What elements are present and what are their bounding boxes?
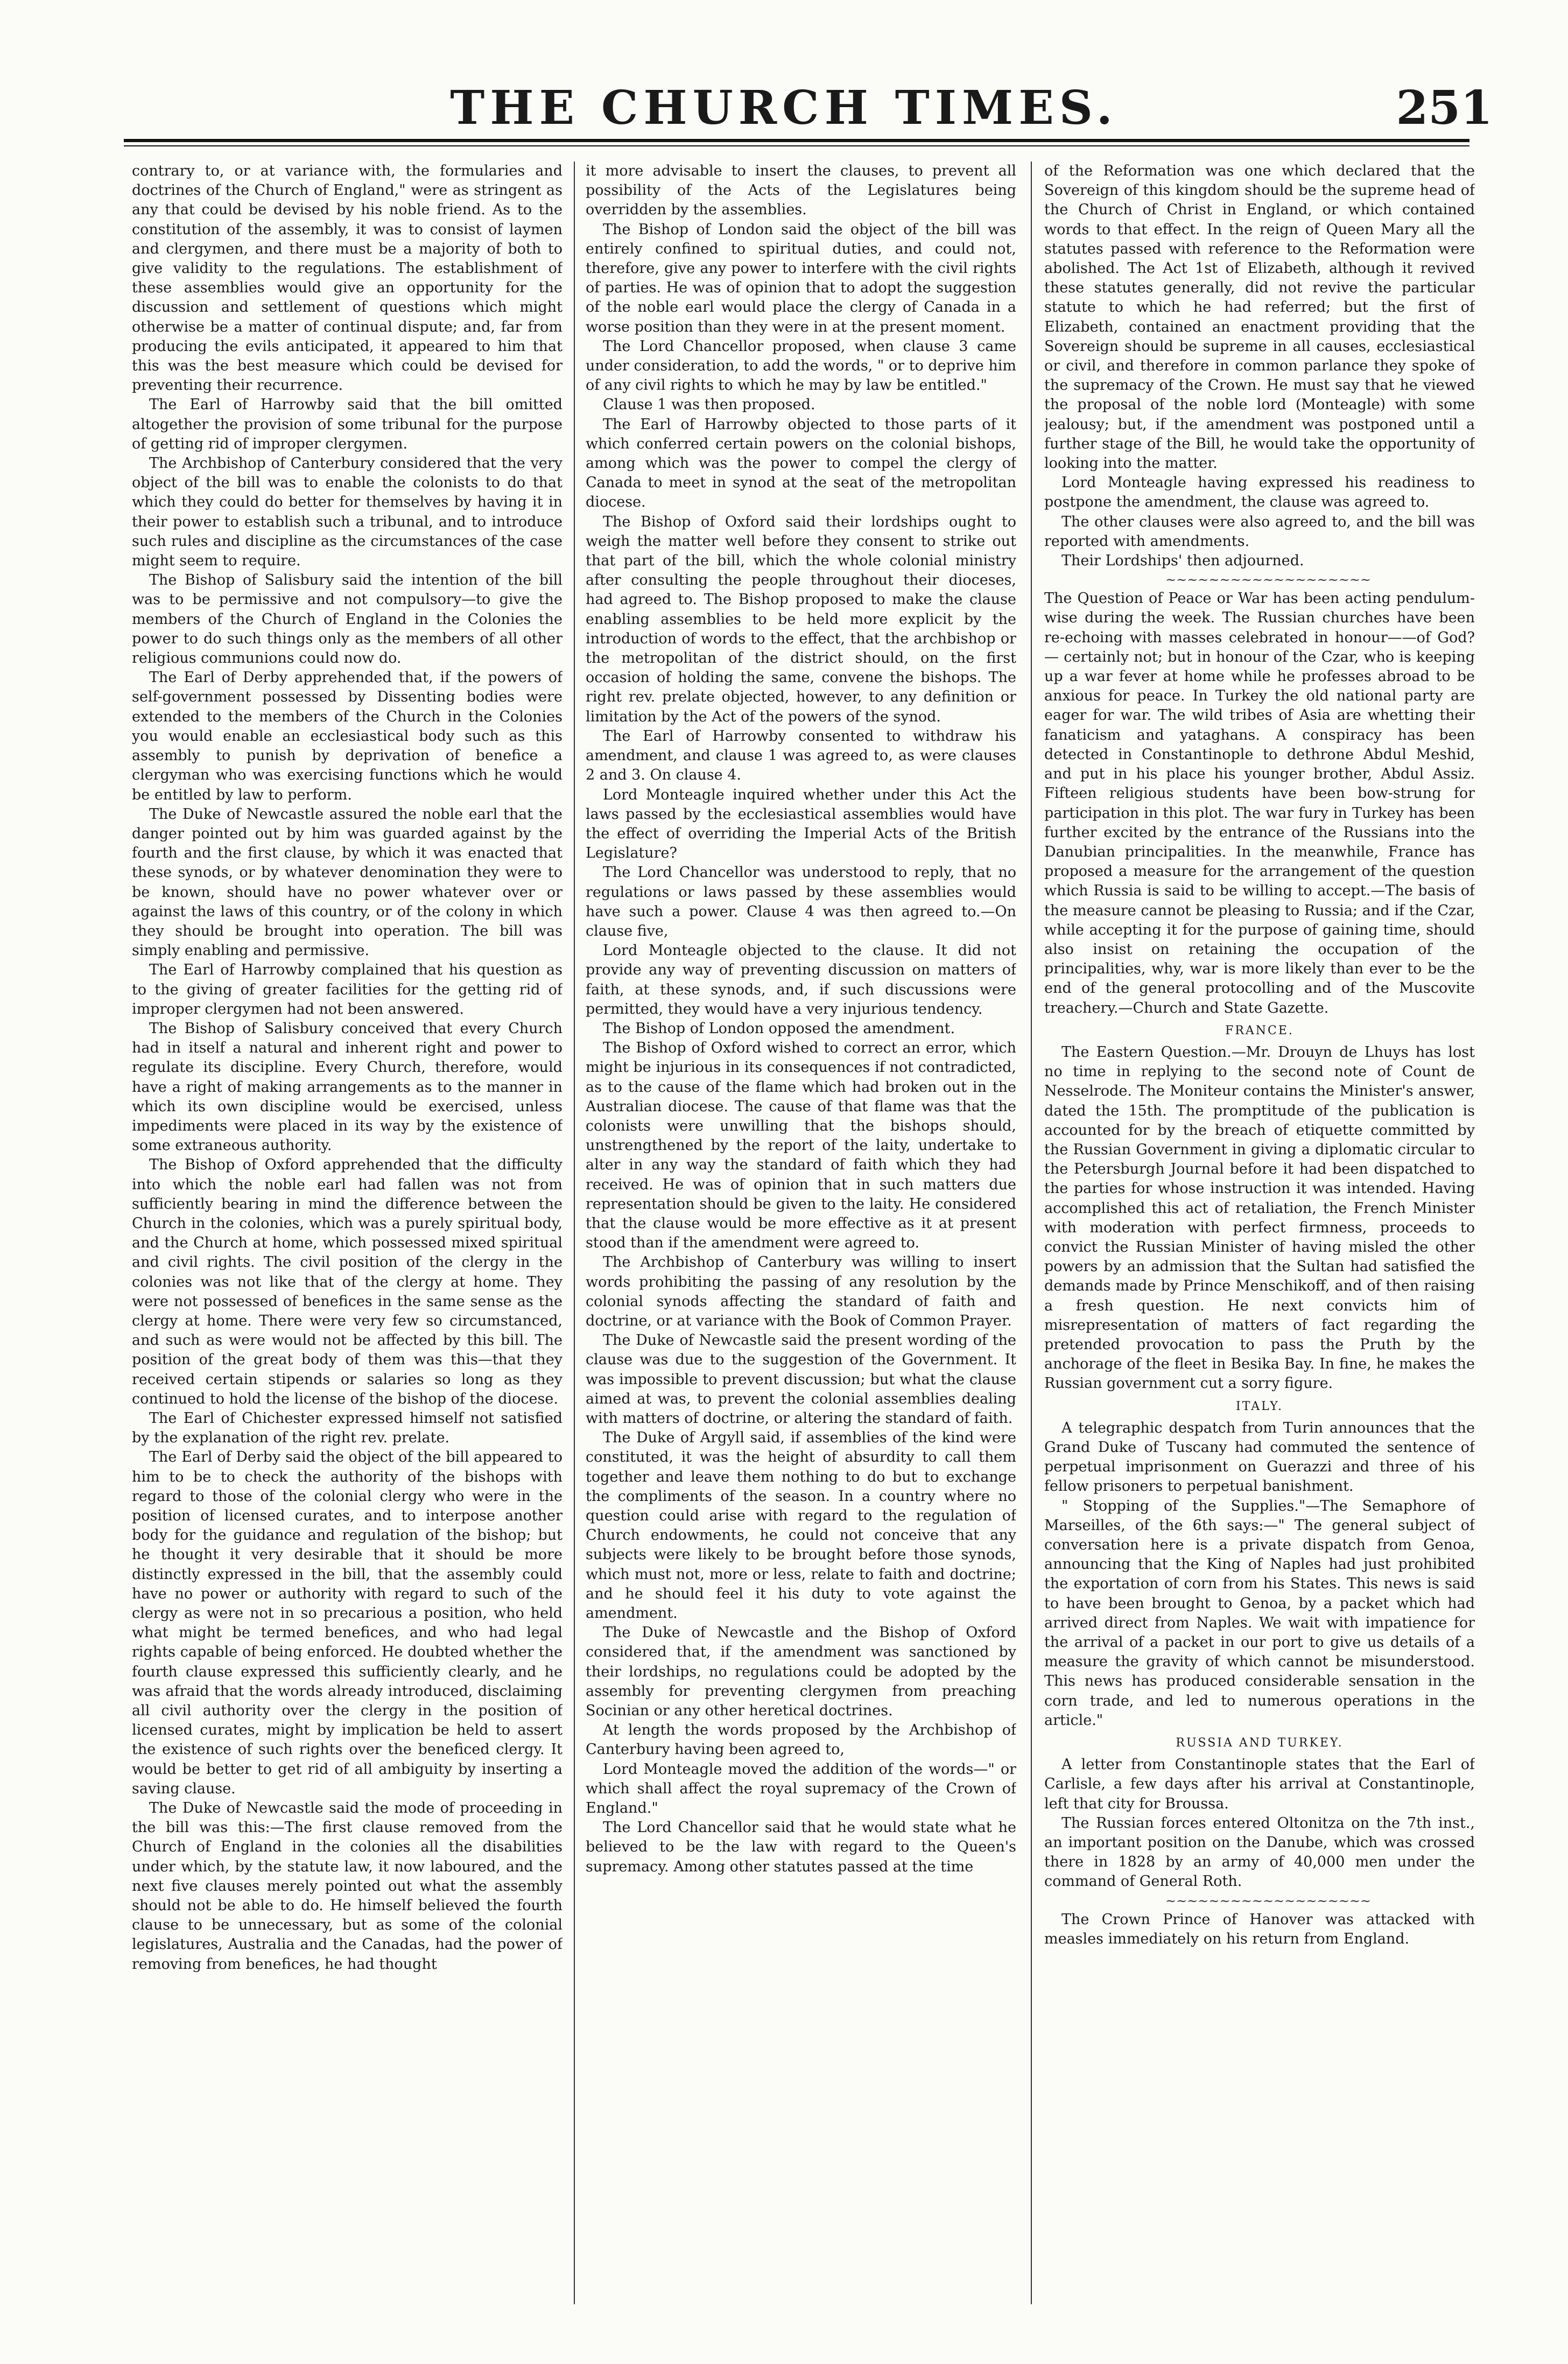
section-heading: RUSSIA AND TURKEY. bbox=[1176, 1736, 1344, 1750]
article-paragraph: The Earl of Harrowby complained that his question as to the giving of greater facilities for the getting rid of improper clergymen had not been answered. bbox=[132, 962, 562, 1018]
column-3 bbox=[1044, 162, 1475, 2310]
article-paragraph: The Earl of Derby said the object of the bill appeared to him to be to check the authority of the bishops with regard to those of the colonial clergy who were in the position of licensed curates, and to interpose another body for the guidance and regulation of the bishop; but he thought it very desirable that it should be more distinctly expressed in the bill, that the assembly could have no power or authority with regard to such of the clergy as were not in so precarious a position, who held what might be termed benefices, and who had legal rights capable of being enforced. He doubted whether the fourth clause expressed this sufficiently clearly, and he was afraid that the words already introduced, disclaiming all civil authority over the clergy in the position of licensed curates, might by implication be held to assert the existence of such rights over the beneficed clergy. It would be better to get rid of all ambiguity by inserting a saving clause. bbox=[132, 1449, 562, 1797]
article-paragraph: The Crown Prince of Hanover was attacked with measles immediately on his return from England. bbox=[1044, 1911, 1475, 1947]
article-paragraph: The Bishop of Salisbury said the intention of the bill was to be permissive and not compulsory—to give the members of the Church of England in the Colonies the power to do such things only as the members of all other religious communions could now do. bbox=[132, 572, 562, 667]
article-paragraph: The Duke of Newcastle said the mode of proceeding in the bill was this:—The first clause removed from the Church of England in the colonies all the disabilities under which, by the statute law, it now laboured, and the next five clauses merely pointed out what the assembly should not be able to do. He himself believed the fourth clause to be unnecessary, but as some of the colonial legislatures, Australia and the Canadas, had the power of removing from benefices, he had thought bbox=[132, 1800, 562, 1973]
article-paragraph: A letter from Constantinople states that the Earl of Carlisle, a few days after his arrival at Constantinople, left that city for Broussa. bbox=[1044, 1756, 1475, 1812]
article-paragraph: Lord Monteagle objected to the clause. It did not provide any way of preventing discussion on matters of faith, at these synods, and, if such discussions were permitted, they would have a very injurious tendency. bbox=[586, 942, 1016, 1018]
article-paragraph: The Bishop of London said the object of the bill was entirely confined to spiritual duties, and could not, therefore, give any power to interfere with the civil rights of parties. He was of opinion that to adopt the suggestion of the noble earl would place the clergy of Canada in a worse position than they were in at the present moment. bbox=[586, 221, 1016, 335]
header-rule-thin bbox=[124, 145, 1469, 146]
masthead bbox=[0, 81, 1568, 140]
article-paragraph: Lord Monteagle inquired whether under this Act the laws passed by the ecclesiastical assemblies would have the effect of overriding the Imperial Acts of the British Legislature? bbox=[586, 786, 1016, 862]
article-paragraph: The Bishop of Oxford said their lordships ought to weigh the matter well before they consent to strike out that part of the bill, which the whole colonial ministry after consulting the people throughout their dioceses, had agreed to. The Bishop proposed to make the clause enabling assemblies to be held more explicit by the introduction of words to the effect, that the archbishop or the metropolitan of the district should, on the first occasion of holding the same, convene the bishops. The right rev. prelate objected, however, to any definition or limitation by the Act of the powers of the synod. bbox=[586, 513, 1016, 725]
ornamental-separator: ~~~~~~~~~~~~~~~~~~~ bbox=[1165, 1893, 1372, 1909]
article-paragraph: The Russian forces entered Oltonitza on the 7th inst., an important position on the Danube, which was crossed there in 1828 by an army of 40,000 men under the command of General Roth. bbox=[1044, 1814, 1475, 1890]
article-paragraph: it more advisable to insert the clauses, to prevent all possibility of the Acts of the Legislatures being overridden by the assemblies. bbox=[586, 163, 1016, 219]
article-paragraph: The Lord Chancellor was understood to reply, that no regulations or laws passed by these assemblies would have such a power. Clause 4 was then agreed to.—On clause five, bbox=[586, 864, 1016, 939]
article-paragraph: At length the words proposed by the Archbishop of Canterbury having been agreed to, bbox=[586, 1722, 1016, 1758]
article-paragraph: The Earl of Chichester expressed himself not satisfied by the explanation of the right rev. prelate. bbox=[132, 1410, 562, 1447]
article-paragraph: The Bishop of Oxford wished to correct an error, which might be injurious in its consequences if not contradicted, as to the cause of the flame which had broken out in the Australian diocese. The cause of that flame was that the colonists were unwilling that the bishops should, unstrengthened by the report of the laity, undertake to alter in any way the standard of faith which they had received. He was of opinion that in such matters due representation should be given to the laity. He considered that the clause would be more effective as it at present stood than if the amendment were agreed to. bbox=[586, 1040, 1016, 1252]
column-1 bbox=[132, 162, 562, 2310]
section-heading: FRANCE. bbox=[1225, 1023, 1294, 1037]
article-paragraph: A telegraphic despatch from Turin announces that the Grand Duke of Tuscany had commuted the sentence of perpetual imprisonment on Guerazzi and three of his fellow prisoners to perpetual banishment. bbox=[1044, 1419, 1475, 1495]
article-paragraph: The Duke of Newcastle assured the noble earl that the danger pointed out by him was guarded against by the fourth and the first clause, by which it was enacted that these synods, or by whatever denomination they were to be known, should have no power whatever over or against the laws of this country, or of the colony in which they should be brought into operation. The bill was simply enabling and permissive. bbox=[132, 805, 562, 959]
article-paragraph: The Bishop of Salisbury conceived that every Church had in itself a natural and inherent right and power to regulate its discipline. Every Church, therefore, would have a right of making arrangements as to the manner in which its own discipline would be exercised, unless impediments were placed in its way by the existence of some extraneous authority. bbox=[132, 1020, 562, 1154]
article-paragraph: The Duke of Newcastle said the present wording of the clause was due to the suggestion of the Government. It was impossible to prevent discussion; but what the clause aimed at was, to prevent the colonial assemblies dealing with matters of doctrine, or altering the standard of faith. bbox=[586, 1332, 1016, 1427]
newspaper-title: THE CHURCH TIMES. bbox=[450, 81, 1118, 135]
column-divider bbox=[574, 162, 575, 2304]
column-2 bbox=[586, 162, 1016, 2310]
article-paragraph: The Bishop of Oxford apprehended that the difficulty into which the noble earl had fallen was not from sufficiently bearing in mind the difference between the Church in the colonies, which was a purely spiritual body, and the Church at home, which possessed mixed spiritual and civil rights. The civil position of the clergy in the colonies was not like that of the clergy at home. They were not possessed of benefices in the same sense as the clergy at home. There were very few so circumstanced, and such as were would not be affected by this bill. The position of the great body of them was this—that they received certain stipends or salaries so long as they continued to hold the license of the bishop of the diocese. bbox=[132, 1156, 562, 1407]
article-paragraph: of the Reformation was one which declared that the Sovereign of this kingdom should be the supreme head of the Church of Christ in England, or which contained words to that effect. In the reign of Queen Mary all the statutes passed with reference to the Reformation were abolished. The Act 1st of Elizabeth, although it revived these statutes generally, did not revive the particular statute to which he had referred; but the first of Elizabeth, contained an enactment providing that the Sovereign should be supreme in all causes, ecclesiastical or civil, and therefore in common parlance they spoke of the supremacy of the Crown. He must say that he viewed the proposal of the noble lord (Monteagle) with some jealousy; but, if the amendment was postponed until a further stage of the Bill, he would take the opportunity of looking into the matter. bbox=[1044, 163, 1475, 472]
article-paragraph: contrary to, or at variance with, the formularies and doctrines of the Church of England," were as stringent as any that could be devised by his noble friend. As to the constitution of the assembly, it was to consist of laymen and clergymen, and there must be a majority of both to give validity to the regulations. The establishment of these assemblies would give an opportunity for the discussion and settlement of questions which might otherwise be a matter of continual dispute; and, far from producing the evils anticipated, it appeared to him that this was the best measure which could be devised for preventing their recurrence. bbox=[132, 163, 562, 394]
article-paragraph: The Lord Chancellor proposed, when clause 3 came under consideration, to add the words, " or to deprive him of any civil rights to which he may by law be entitled." bbox=[586, 338, 1016, 394]
article-paragraph: The other clauses were also agreed to, and the bill was reported with amendments. bbox=[1044, 513, 1475, 550]
section-heading: ITALY. bbox=[1236, 1399, 1283, 1413]
article-paragraph: Clause 1 was then proposed. bbox=[603, 396, 815, 413]
article-paragraph: The Eastern Question.—Mr. Drouyn de Lhuys has lost no time in replying to the second note of Count de Nesselrode. The Moniteur contains the Minister's answer, dated the 15th. The promptitude of the publication is accounted for by the breach of etiquette committed by the Russian Government in giving a diplomatic circular to the Petersburgh Journal before it had been dispatched to the parties for whose instruction it was intended. Having accomplished this act of retaliation, the French Minister with moderation with perfect firmness, proceeds to convict the Russian Minister of having misled the other powers by an admission that the Sultan had satisfied the demands made by Prince Menschikoff, and of then raising a fresh question. He next convicts him of misrepresentation of matters of fact regarding the pretended provocation to pass the Pruth by the anchorage of the fleet in Besika Bay. In fine, he makes the Russian government cut a sorry figure. bbox=[1044, 1043, 1475, 1392]
article-paragraph: The Duke of Newcastle and the Bishop of Oxford considered that, if the amendment was sanctioned by their lordships, no regulations could be adopted by the assembly for preventing clergymen from preaching Socinian or any other heretical doctrines. bbox=[586, 1624, 1016, 1720]
article-paragraph: Lord Monteagle having expressed his readiness to postpone the amendment, the clause was agreed to. bbox=[1044, 474, 1475, 511]
ornamental-separator: ~~~~~~~~~~~~~~~~~~~ bbox=[1165, 572, 1372, 588]
article-paragraph: " Stopping of the Supplies."—The Semaphore of Marseilles, of the 6th says:—" The general subject of conversation here is a private dispatch from Genoa, announcing that the King of Naples had just prohibited the exportation of corn from his States. This news is said to have been brought to Genoa, by a packet which had arrived direct from Naples. We wait with impatience for the arrival of a packet in our port to give us details of a measure the gravity of which cannot be misunderstood. This news has produced considerable sensation in the corn trade, and led to numerous operations in the article." bbox=[1044, 1497, 1475, 1729]
article-paragraph: The Bishop of London opposed the amendment. bbox=[603, 1020, 955, 1037]
article-paragraph: Lord Monteagle moved the addition of the words—" or which shall affect the royal supremacy of the Crown of England." bbox=[586, 1760, 1016, 1817]
article-paragraph: The Archbishop of Canterbury was willing to insert words prohibiting the passing of any resolution by the colonial synods affecting the standard of faith and doctrine, or at variance with the Book of Common Prayer. bbox=[586, 1254, 1016, 1329]
column-divider bbox=[1031, 162, 1032, 2304]
article-paragraph: The Earl of Harrowby said that the bill omitted altogether the provision of some tribunal for the purpose of getting rid of improper clergymen. bbox=[132, 396, 562, 452]
header-rule-thick bbox=[124, 139, 1469, 142]
article-paragraph: The Archbishop of Canterbury considered that the very object of the bill was to enable the colonists to do that which they could do better for themselves by having it in their power to establish such a tribunal, and to introduce such rules and discipline as the circumstances of the case might seem to require. bbox=[132, 455, 562, 570]
article-paragraph: The Earl of Harrowby objected to those parts of it which conferred certain powers on the colonial bishops, among which was the power to compel the clergy of Canada to meet in synod at the seat of the metropolitan diocese. bbox=[586, 416, 1016, 511]
page-number: 251 bbox=[1396, 81, 1493, 135]
article-paragraph: Their Lordships' then adjourned. bbox=[1061, 552, 1304, 570]
article-paragraph: The Question of Peace or War has been acting pendulum-wise during the week. The Russian churches have been re-echoing with masses celebrated in honour——of God? — certainly not; but in honour of the Czar, who is keeping up a war fever at home while he professes abroad to be anxious for peace. In Turkey the old national party are eager for war. The wild tribes of Asia are whetting their fanaticism and yataghans. A conspiracy has been detected in Constantinople to dethrone Abdul Meshid, and put in his place his younger brother, Abdul Assiz. Fifteen religious students have been bow-strung for participation in this plot. The war fury in Turkey has been further excited by the entrance of the Russians into the Danubian principalities. In the meanwhile, France has proposed a measure for the arrangement of the question which Russia is said to be willing to accept.—The basis of the measure cannot be pleasing to Russia; and if the Czar, while accepting it for the purpose of gaining time, should also insist on retaining the occupation of the principalities, why, war is more likely than ever to be the end of the general protocolling and of the Muscovite treachery.—Church and State Gazette. bbox=[1044, 590, 1475, 1016]
article-paragraph: The Duke of Argyll said, if assemblies of the kind were constituted, it was the height of absurdity to call them together and leave them nothing to do but to exchange the compliments of the season. In a country where no question could arise with regard to the regulation of Church endowments, he could not conceive that any subjects were likely to be brought before those synods, which must not, more or less, relate to faith and doctrine; and he should feel it his duty to vote against the amendment. bbox=[586, 1429, 1016, 1622]
article-paragraph: The Earl of Derby apprehended that, if the powers of self-government possessed by Dissenting bodies were extended to the members of the Church in the Colonies you would enable an ecclesiastical body such as this assembly to punish by deprivation of benefice a clergyman who was exercising functions which he would be entitled by law to perform. bbox=[132, 669, 562, 803]
article-paragraph: The Lord Chancellor said that he would state what he believed to be the law with regard to the Queen's supremacy. Among other statutes passed at the time bbox=[586, 1819, 1016, 1875]
article-paragraph: The Earl of Harrowby consented to withdraw his amendment, and clause 1 was agreed to, as were clauses 2 and 3. On clause 4. bbox=[586, 727, 1016, 784]
